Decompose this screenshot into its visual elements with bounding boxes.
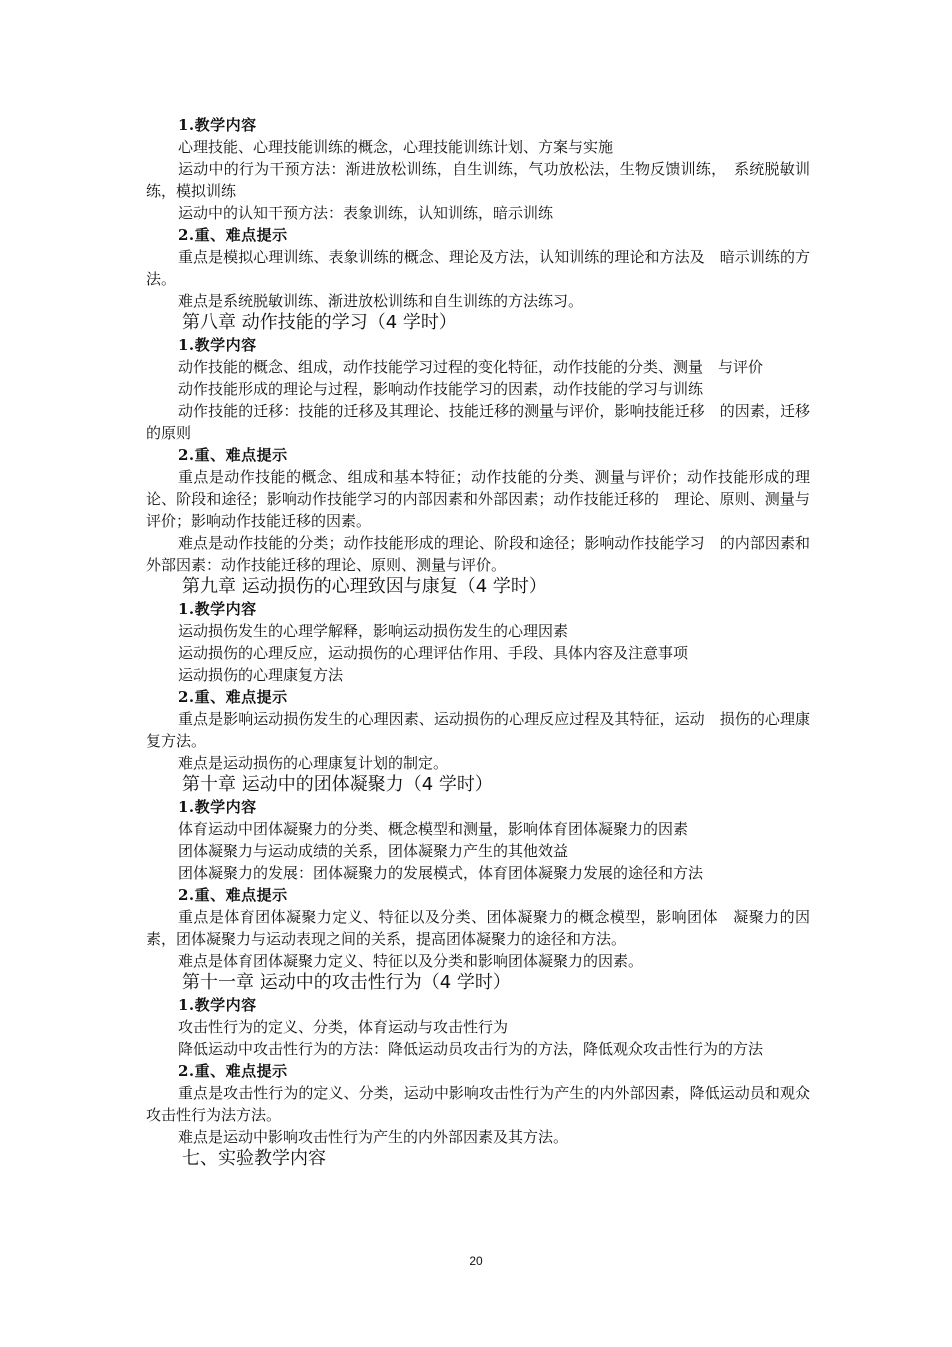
paragraph: 团体凝聚力的发展：团体凝聚力的发展模式，体育团体凝聚力发展的途径和方法 [178,864,704,882]
key-points-heading: 2.重、难点提示 [178,226,288,244]
chapter-9-title: 第九章 运动损伤的心理致因与康复（4 学时） [182,576,547,597]
section-7-title: 七、实验教学内容 [182,1148,326,1169]
document-body [146,114,810,1170]
paragraph: 重点是体育团体凝聚力定义、特征以及分类、团体凝聚力的概念模型，影响团体 凝聚力的因素，团体凝聚力与运动表现之间的关系，提高团体凝聚力的途径和方法。 [146,908,810,948]
paragraph: 降低运动中攻击性行为的方法：降低运动员攻击行为的方法，降低观众攻击性行为的方法 [178,1040,764,1058]
key-points-heading: 2.重、难点提示 [178,1062,288,1080]
paragraph: 运动损伤的心理反应，运动损伤的心理评估作用、手段、具体内容及注意事项 [178,644,689,662]
chapter-10-title: 第十章 运动中的团体凝聚力（4 学时） [182,774,493,795]
key-points-heading: 2.重、难点提示 [178,688,288,706]
paragraph: 运动中的认知干预方法：表象训练，认知训练，暗示训练 [178,204,554,222]
paragraph: 运动损伤发生的心理学解释，影响运动损伤发生的心理因素 [178,622,569,640]
paragraph: 重点是模拟心理训练、表象训练的概念、理论及方法，认知训练的理论和方法及 暗示训练的方法。 [146,248,810,288]
paragraph: 攻击性行为的定义、分类，体育运动与攻击性行为 [178,1018,509,1036]
paragraph: 动作技能形成的理论与过程，影响动作技能学习的因素，动作技能的学习与训练 [178,380,704,398]
key-points-heading: 2.重、难点提示 [178,886,288,904]
paragraph: 心理技能、心理技能训练的概念，心理技能训练计划、方案与实施 [178,138,614,156]
paragraph: 体育运动中团体凝聚力的分类、概念模型和测量，影响体育团体凝聚力的因素 [178,820,689,838]
paragraph: 难点是系统脱敏训练、渐进放松训练和自生训练的方法练习。 [178,292,584,310]
content-heading: 1.教学内容 [178,996,257,1014]
paragraph: 难点是运动损伤的心理康复计划的制定。 [178,754,449,772]
paragraph: 重点是动作技能的概念、组成和基本特征；动作技能的分类、测量与评价；动作技能形成的理论、阶段和途径；影响动作技能学习的内部因素和外部因素；动作技能迁移的 理论、原则、测量与评价；影响动作技能迁移的因素。 [146,468,810,530]
paragraph: 团体凝聚力与运动成绩的关系，团体凝聚力产生的其他效益 [178,842,569,860]
chapter-8-title: 第八章 动作技能的学习（4 学时） [182,312,457,333]
content-heading: 1.教学内容 [178,798,257,816]
key-points-heading: 2.重、难点提示 [178,446,288,464]
paragraph: 运动损伤的心理康复方法 [178,666,344,684]
paragraph: 难点是体育团体凝聚力定义、特征以及分类和影响团体凝聚力的因素。 [178,952,644,970]
paragraph: 动作技能的概念、组成，动作技能学习过程的变化特征，动作技能的分类、测量 与评价 [178,358,764,376]
page-number: 20 [469,1254,483,1268]
content-heading: 1.教学内容 [178,600,257,618]
chapter-11-title: 第十一章 运动中的攻击性行为（4 学时） [182,972,511,993]
paragraph: 运动中的行为干预方法：渐进放松训练，自生训练，气功放松法，生物反馈训练， 系统脱敏训练，模拟训练 [146,160,810,200]
paragraph: 动作技能的迁移：技能的迁移及其理论、技能迁移的测量与评价，影响技能迁移 的因素，迁移的原则 [146,402,810,442]
paragraph: 重点是攻击性行为的定义、分类，运动中影响攻击性行为产生的内外部因素，降低运动员和观众攻击性行为法方法。 [146,1084,810,1124]
content-heading: 1.教学内容 [178,116,257,134]
content-heading: 1.教学内容 [178,336,257,354]
paragraph: 难点是运动中影响攻击性行为产生的内外部因素及其方法。 [178,1128,569,1146]
paragraph: 重点是影响运动损伤发生的心理因素、运动损伤的心理反应过程及其特征，运动 损伤的心理康复方法。 [146,710,810,750]
paragraph: 难点是动作技能的分类；动作技能形成的理论、阶段和途径；影响动作技能学习 的内部因素和外部因素：动作技能迁移的理论、原则、测量与评价。 [146,534,810,574]
